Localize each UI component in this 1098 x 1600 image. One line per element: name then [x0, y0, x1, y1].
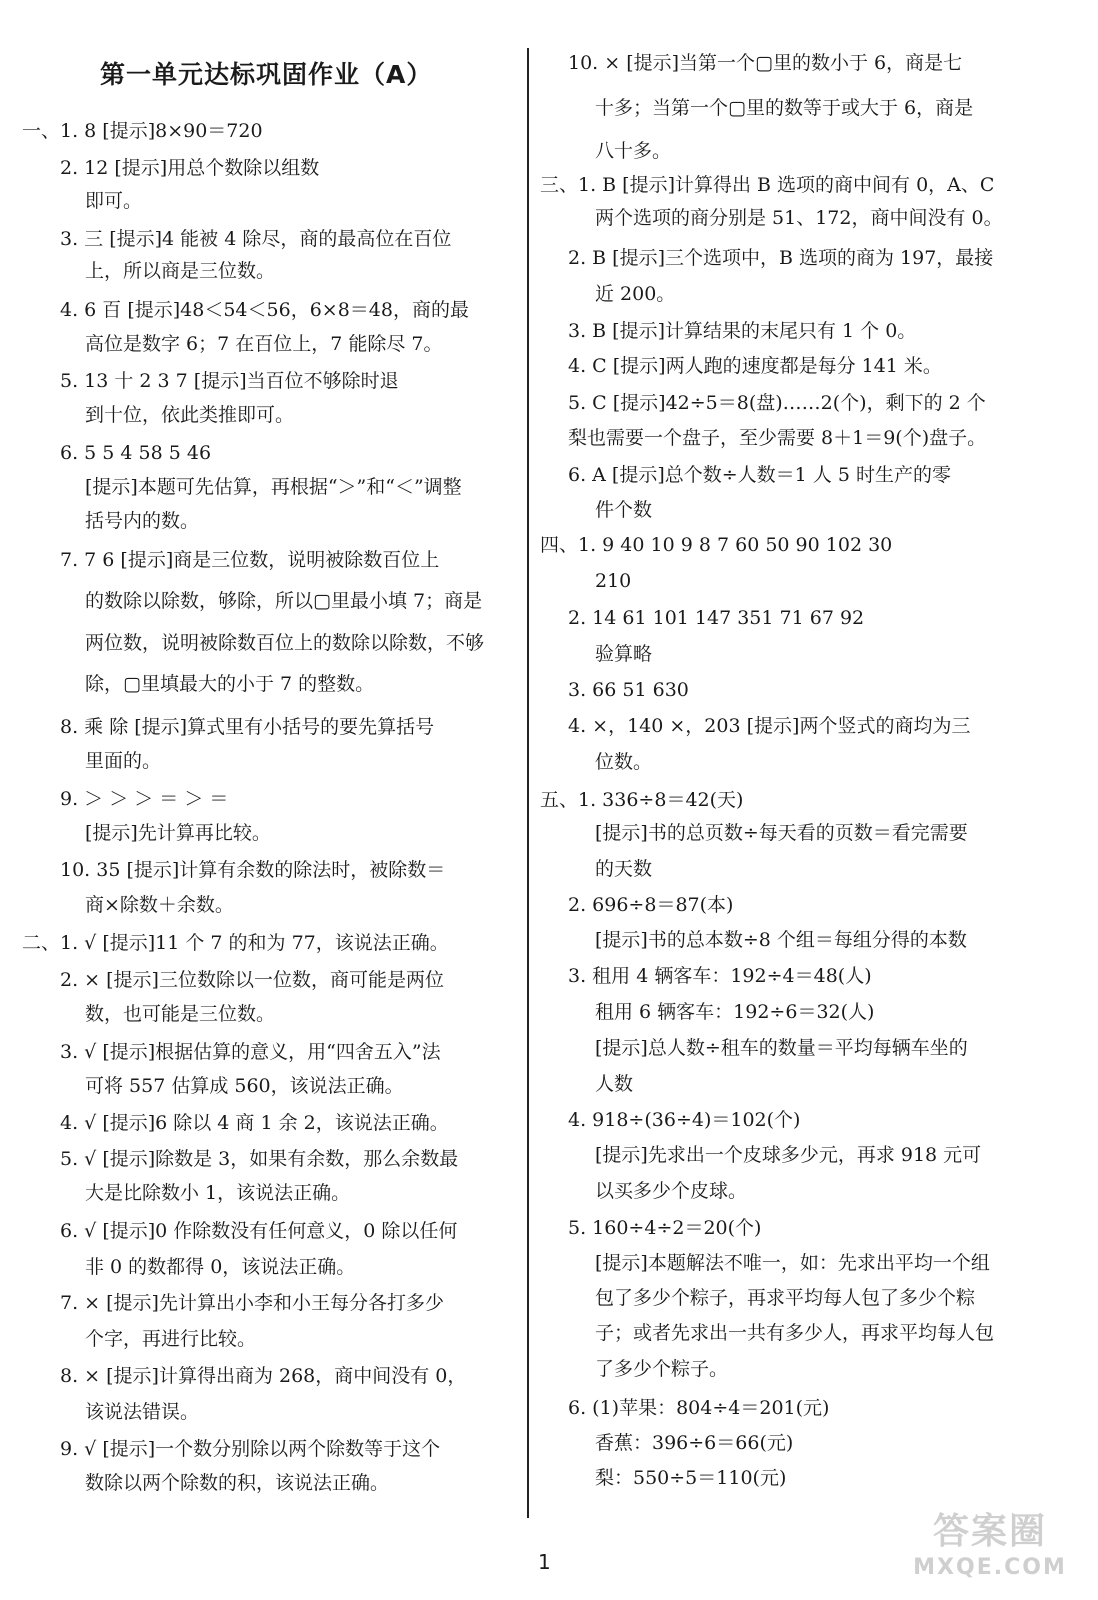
answer-right-line: 3. 66 51 630 — [568, 679, 689, 701]
answer-left-line: 8. 乘 除 [提示]算式里有小括号的要先算括号 — [60, 716, 435, 738]
answer-right-line: 件个数 — [595, 499, 653, 521]
answer-left-line: 数除以两个除数的积，该说法正确。 — [85, 1472, 390, 1494]
answer-right-line: 10. × [提示]当第一个▢里的数小于 6，商是七 — [568, 52, 963, 74]
answer-right-line: 3. B [提示]计算结果的末尾只有 1 个 0。 — [568, 320, 917, 342]
answer-left-line: 数，也可能是三位数。 — [85, 1003, 276, 1025]
answer-left-line: 即可。 — [85, 190, 143, 212]
answer-right-line: 梨：550÷5＝110(元) — [595, 1467, 787, 1489]
answer-right-line: 五、1. 336÷8＝42(天) — [540, 789, 744, 811]
answer-right-line: 十多；当第一个▢里的数等于或大于 6，商是 — [595, 97, 974, 119]
answer-right-line: 4. ×，140 ×，203 [提示]两个竖式的商均为三 — [568, 715, 971, 737]
answer-left-line: 6. √ [提示]0 作除数没有任何意义，0 除以任何 — [60, 1220, 458, 1242]
answer-right-line: 租用 6 辆客车：192÷6＝32(人) — [595, 1001, 875, 1023]
answer-right-line: 3. 租用 4 辆客车：192÷4＝48(人) — [568, 965, 872, 987]
answer-left-line: 2. 12 [提示]用总个数除以组数 — [60, 157, 320, 179]
answer-left-line: 8. × [提示]计算得出商为 268，商中间没有 0， — [60, 1365, 467, 1387]
answer-right-line: 香蕉：396÷6＝66(元) — [595, 1432, 794, 1454]
answer-right-line: [提示]先求出一个皮球多少元，再求 918 元可 — [595, 1144, 982, 1166]
answer-right-line: 4. C [提示]两人跑的速度都是每分 141 米。 — [568, 355, 942, 377]
answer-right-line: 人数 — [595, 1073, 634, 1095]
answer-left-line: 7. × [提示]先计算出小李和小王每分各打多少 — [60, 1292, 444, 1314]
answer-right-line: [提示]书的总本数÷8 个组＝每组分得的本数 — [595, 929, 967, 951]
answer-right-line: 子；或者先求出一共有多少人，再求平均每人包 — [595, 1322, 995, 1344]
answer-right-line: 了多少个粽子。 — [595, 1358, 729, 1380]
answer-right-line: 6. (1)苹果：804÷4＝201(元) — [568, 1397, 830, 1419]
answer-left-line: 里面的。 — [85, 750, 162, 772]
answer-right-line: 5. C [提示]42÷5＝8(盘)……2(个)，剩下的 2 个 — [568, 392, 986, 414]
answer-right-line: 八十多。 — [595, 140, 672, 162]
answer-right-line: 位数。 — [595, 751, 653, 773]
answer-left-line: 除，▢里填最大的小于 7 的整数。 — [85, 673, 375, 695]
answer-right-line: 梨也需要一个盘子，至少需要 8＋1＝9(个)盘子。 — [568, 427, 987, 449]
answer-left-line: 上，所以商是三位数。 — [85, 260, 276, 282]
answer-right-line: 的天数 — [595, 858, 653, 880]
watermark-logo — [900, 1510, 1080, 1590]
answer-left-line: 6. 5 5 4 58 5 46 — [60, 442, 212, 464]
watermark-text-top: 答案圈 — [932, 1511, 1047, 1552]
answer-left-line: 9. ＞ ＞ ＞ ＝ ＞ ＝ — [60, 788, 229, 810]
answer-left-line: 的数除以除数，够除，所以▢里最小填 7；商是 — [85, 590, 483, 612]
page-number: 1 — [538, 1550, 551, 1574]
answer-left-line: 4. √ [提示]6 除以 4 商 1 余 2，该说法正确。 — [60, 1112, 449, 1134]
watermark-text-bottom: MXQE.COM — [913, 1555, 1067, 1580]
answer-right-line: 包了多少个粽子，再求平均每人包了多少个粽 — [595, 1287, 976, 1309]
answer-left-line: 10. 35 [提示]计算有余数的除法时，被除数＝ — [60, 859, 446, 881]
answer-left-line: 一、1. 8 [提示]8×90＝720 — [22, 120, 263, 142]
answer-left-line: 3. √ [提示]根据估算的意义，用“四舍五入”法 — [60, 1041, 441, 1063]
answer-left-line: 商×除数＋余数。 — [85, 894, 234, 916]
answer-left-line: 4. 6 百 [提示]48＜54＜56，6×8＝48，商的最 — [60, 299, 469, 321]
answer-left-line: 个字，再进行比较。 — [85, 1328, 257, 1350]
answer-right-line: 以买多少个皮球。 — [595, 1180, 748, 1202]
answer-right-line: 5. 160÷4÷2＝20(个) — [568, 1217, 762, 1239]
answer-left-line: 9. √ [提示]一个数分别除以两个除数等于这个 — [60, 1438, 441, 1460]
answer-right-line: 四、1. 9 40 10 9 8 7 60 50 90 102 30 — [540, 534, 893, 556]
answer-right-line: 近 200。 — [595, 283, 676, 305]
answer-right-line: 4. 918÷(36÷4)＝102(个) — [568, 1109, 801, 1131]
answer-right-line: 6. A [提示]总个数÷人数＝1 人 5 时生产的零 — [568, 464, 951, 486]
answer-left-line: 7. 7 6 [提示]商是三位数，说明被除数百位上 — [60, 549, 440, 571]
answer-right-line: 2. 696÷8＝87(本) — [568, 894, 734, 916]
answer-left-line: 可将 557 估算成 560，该说法正确。 — [85, 1075, 404, 1097]
answer-right-line: 验算略 — [595, 643, 653, 665]
answer-left-line: 2. × [提示]三位数除以一位数，商可能是两位 — [60, 969, 444, 991]
answer-left-line: [提示]先计算再比较。 — [85, 822, 271, 844]
answer-left-line: 5. 13 十 2 3 7 [提示]当百位不够除时退 — [60, 370, 399, 392]
answer-left-line: 二、1. √ [提示]11 个 7 的和为 77，该说法正确。 — [22, 932, 449, 954]
answer-left-line: 非 0 的数都得 0，该说法正确。 — [85, 1256, 356, 1278]
answer-left-line: 大是比除数小 1，该说法正确。 — [85, 1182, 351, 1204]
answer-left-line: [提示]本题可先估算，再根据“＞”和“＜”调整 — [85, 476, 462, 498]
answer-right-line: [提示]本题解法不唯一，如：先求出平均一个组 — [595, 1252, 990, 1274]
answer-left-line: 该说法错误。 — [85, 1401, 200, 1423]
answer-left-line: 到十位，依此类推即可。 — [85, 404, 295, 426]
answer-left-line: 括号内的数。 — [85, 510, 200, 532]
page-title: 第一单元达标巩固作业（A） — [100, 60, 433, 89]
answer-right-line: 两个选项的商分别是 51、172，商中间没有 0。 — [595, 207, 1003, 229]
answer-right-line: [提示]总人数÷租车的数量＝平均每辆车坐的 — [595, 1037, 968, 1059]
answer-right-line: [提示]书的总页数÷每天看的页数＝看完需要 — [595, 822, 968, 844]
answer-right-line: 2. 14 61 101 147 351 71 67 92 — [568, 607, 865, 629]
answer-left-line: 3. 三 [提示]4 能被 4 除尽，商的最高位在百位 — [60, 228, 452, 250]
column-divider — [527, 48, 529, 1518]
answer-left-line: 高位是数字 6；7 在百位上，7 能除尽 7。 — [85, 333, 443, 355]
answer-right-line: 210 — [595, 570, 632, 592]
answer-right-line: 三、1. B [提示]计算得出 B 选项的商中间有 0，A、C — [540, 174, 995, 196]
answer-left-line: 5. √ [提示]除数是 3，如果有余数，那么余数最 — [60, 1148, 459, 1170]
answer-left-line: 两位数，说明被除数百位上的数除以除数，不够 — [85, 632, 485, 654]
answer-right-line: 2. B [提示]三个选项中，B 选项的商为 197，最接 — [568, 247, 994, 269]
